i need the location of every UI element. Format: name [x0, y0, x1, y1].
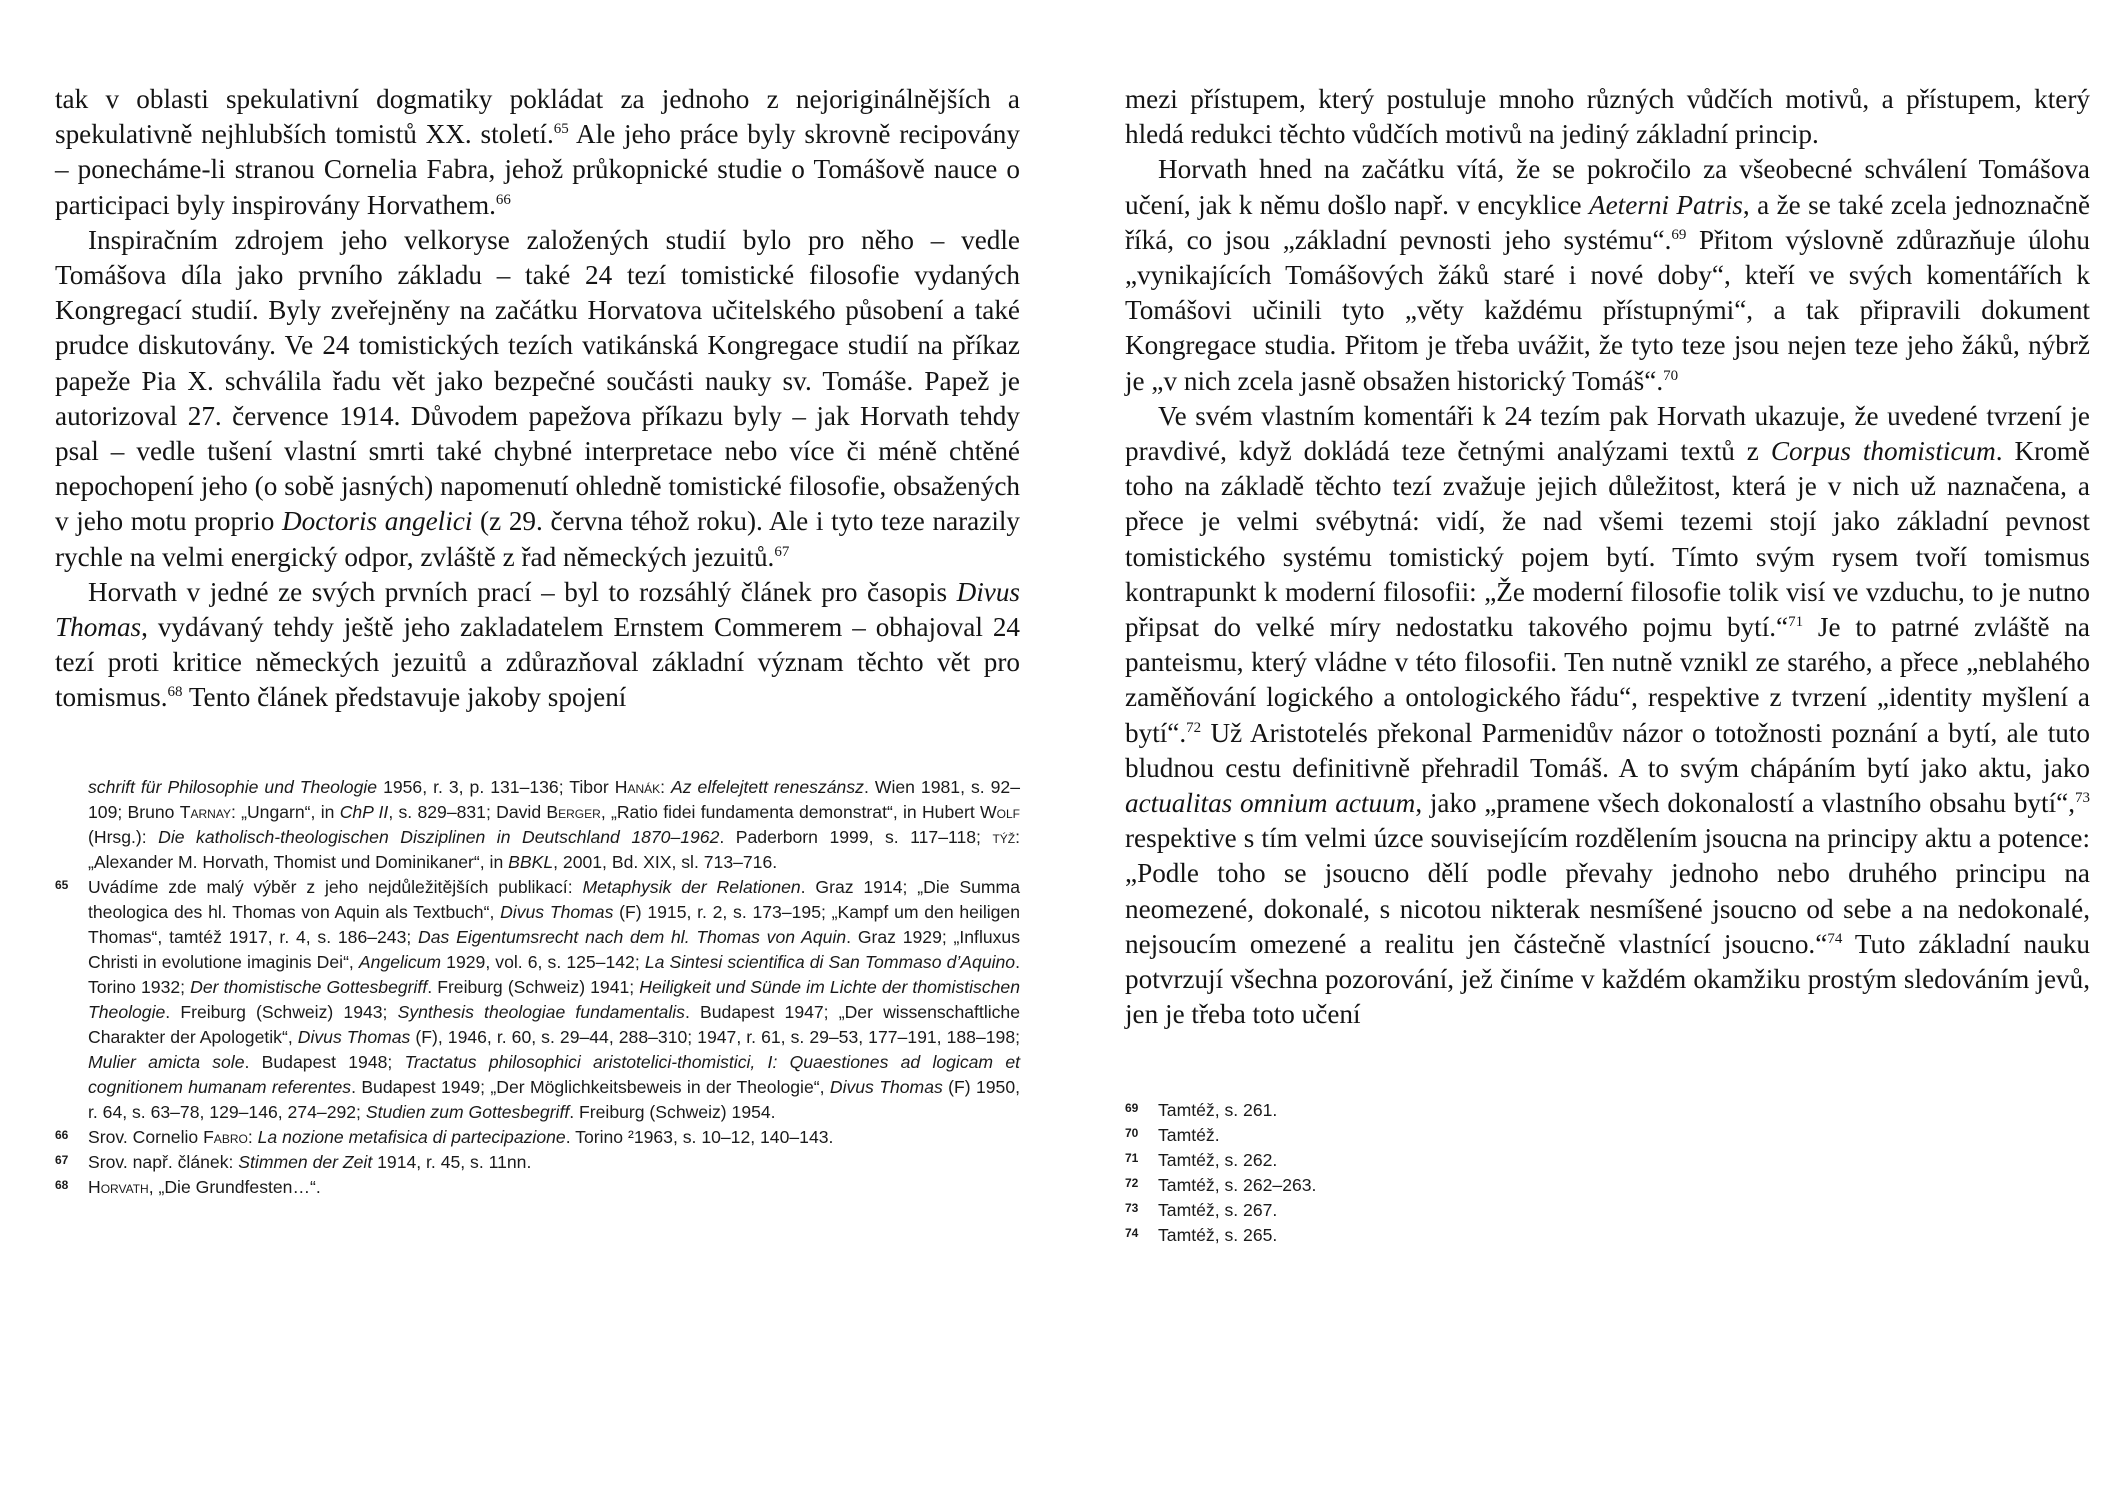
- footnote-ref: 73: [2075, 790, 2090, 807]
- footnote-text: [88, 1127, 833, 1147]
- text-run: (F) 1950, r. 64, s. 63–78, 129–146, 274–292;: [88, 1077, 1021, 1122]
- text-run: , a že se také zcela jednoznačně říká, co jsou „základní pevnosti jeho systému“.: [1125, 189, 2091, 255]
- author-name: Horvath: [88, 1177, 149, 1197]
- footnote-number: 70: [1125, 1126, 1139, 1140]
- footnote: [1125, 1148, 1625, 1173]
- text-run: :: [247, 1127, 258, 1147]
- text-run: , „Die Grundfesten…“.: [148, 1177, 321, 1197]
- text-run: . Torino ²1963, s. 10–12, 140–143.: [565, 1127, 834, 1147]
- right-page: [1061, 0, 2122, 1500]
- italic-text: Tractatus philosophici aristotelici-thomistici, I: Quaestiones ad logicam et cognitionem humanam referentes: [88, 1052, 1020, 1097]
- paragraph: [55, 575, 1020, 716]
- footnote-text: [1158, 1175, 1316, 1195]
- italic-text: schrift für Philosophie und Theologie: [88, 777, 378, 797]
- footnote-text: [1158, 1125, 1220, 1145]
- text-run: Uvádíme zde malý výběr z jeho nejdůležitějších publikací:: [88, 877, 583, 897]
- text-run: . Paderborn 1999, s. 117–118;: [719, 827, 993, 847]
- italic-text: Stimmen der Zeit: [238, 1152, 373, 1172]
- footnote: [1125, 1198, 1625, 1223]
- footnote-ref: 66: [495, 191, 511, 208]
- text-run: mezi přístupem, který postuluje mnoho různých vůdčích motivů, a přístupem, který hledá redukci těchto vůdčích motivů na jediný základní princip.: [1125, 84, 2090, 150]
- text-run: 1956, r. 3, p. 131–136; Tibor: [377, 777, 615, 797]
- text-run: Tamtéž, s. 267.: [1158, 1200, 1278, 1220]
- text-run: . Kromě toho na základě těchto tezí zvažuje jejich důležitost, která je v nich už naznačena, a přece je velmi svébytná: vidí, že nad všemi tezemi stojí jako základní pevnost tomistického systému tomistický pojem bytí. Tímto svým rysem tvoří tomismus kontrapunkt k moderní filosofii: „Že moderní filosofie tolik visí ve vzduchu, to je nutno připsat do velké míry nedostatku takového pojmu bytí.“: [1125, 436, 2090, 643]
- footnote-text: [88, 1152, 531, 1172]
- paragraph: [55, 223, 1020, 575]
- text-run: , vydávaný tehdy ještě jeho zakladatelem Ernstem Commerem – obhajoval 24 tezí proti kritice německých jezuitů a zdůrazňoval základní význam těchto vět pro tomismus.: [55, 612, 1020, 713]
- italic-text: Die katholisch-theologischen Disziplinen in Deutschland 1870–1962: [158, 827, 720, 847]
- footnote-number: 65: [55, 878, 69, 892]
- footnote-text: [88, 877, 1020, 1122]
- italic-text: ChP II: [339, 802, 389, 822]
- italic-text: Divus Thomas: [55, 576, 1020, 643]
- text-run: , jako „pramene všech dokonalostí a vlastního obsahu bytí“,: [1415, 788, 2075, 819]
- text-run: Tamtéž, s. 262–263.: [1158, 1175, 1317, 1195]
- text-run: . Graz 1929; „Influxus Christi in evolutione imaginis Dei“,: [88, 927, 1021, 972]
- author-name: Berger: [546, 802, 601, 822]
- italic-text: Az elfelejtett reneszánsz: [671, 777, 864, 797]
- text-run: (F) 1915, r. 2, s. 173–195; „Kampf um den heiligen Thomas“, tamtéž 1917, r. 4, s. 186–243;: [88, 902, 1021, 947]
- text-run: . Budapest 1949; „Der Möglichkeitsbeweis in der Theologie“,: [351, 1077, 830, 1097]
- paragraph: [1125, 399, 2090, 1033]
- footnote-text: [88, 777, 1020, 872]
- footnote-text: [88, 1177, 321, 1197]
- italic-text: Mulier amicta sole: [88, 1052, 245, 1072]
- footnote-text: [1158, 1200, 1277, 1220]
- footnote-number: 66: [55, 1128, 69, 1142]
- footnote-ref: 65: [553, 121, 569, 138]
- italic-text: Das Eigentumsrecht nach dem hl. Thomas von Aquin: [418, 927, 847, 947]
- text-run: . Freiburg (Schweiz) 1941;: [427, 977, 640, 997]
- footnote-text: [1158, 1225, 1277, 1245]
- footnote-ref: 71: [1788, 614, 1804, 631]
- text-run: Ve svém vlastním komentáři k 24 tezím pak Horvath ukazuje, že uvedené tvrzení je pravdivé, když dokládá teze četnými analýzami textů z: [1125, 400, 2090, 467]
- paragraph: [1125, 152, 2090, 398]
- text-run: Horvath hned na začátku vítá, že se pokročilo za všeobecné schválení Tomášova učení, jak k němu došlo např. v encyklice: [1125, 154, 2090, 220]
- text-run: Inspiračním zdrojem jeho velkoryse založených studií bylo pro něho – vedle Tomášova díla jako prvního základu – také 24 tezí tomistické filosofie vydaných Kongregací studií. Byly zveřejněny na začátku Horvatova učitelského působení a také prudce diskutovány. Ve 24 tomistických tezích vatikánská Kongregace studií na příkaz papeže Pia X. schválila řadu vět jako bezpečné součásti nauky sv. Tomáše. Papež je autorizoval 27. července 1914. Důvodem papežova příkazu byly – jak Horvath tehdy psal – vedle tušení vlastní smrti také chybné interpretace nebo více či méně chtěné nepochopení jeho (o sobě jasných) napomenutí ohledně tomistické filosofie, obsažených v jeho motu proprio: [55, 224, 1020, 537]
- text-run: (F), 1946, r. 60, s. 29–44, 288–310; 1947, r. 61, s. 29–53, 177–191, 188–198;: [410, 1027, 1020, 1047]
- footnote-ref: 67: [774, 543, 790, 560]
- footnote: [55, 1150, 1020, 1175]
- footnote-number: 73: [1125, 1201, 1139, 1215]
- italic-text: Synthesis theologiae fundamentalis: [397, 1002, 685, 1022]
- text-run: 1914, r. 45, s. 11nn.: [372, 1152, 532, 1172]
- paragraph: [55, 82, 1020, 223]
- italic-text: Divus Thomas: [500, 902, 614, 922]
- italic-text: BBKL: [508, 852, 554, 872]
- italic-text: Metaphysik der Relationen: [582, 877, 801, 897]
- footnote-ref: 68: [167, 684, 183, 701]
- footnote-number: 71: [1125, 1151, 1139, 1165]
- text-run: Už Aristotelés překonal Parmenidův názor o totožnosti poznání a bytí, ale tuto bludnou cestu definitivně přehradil Tomáš. A to svým chápáním bytí jako aktu, jako: [1125, 717, 2090, 783]
- text-run: : „Ungarn“, in: [230, 802, 340, 822]
- paragraph: [1125, 82, 2090, 152]
- footnote: [55, 1125, 1020, 1150]
- author-name: týž: [992, 827, 1016, 847]
- italic-text: Doctoris angelici: [281, 506, 473, 537]
- text-run: : „Alexander M. Horvath, Thomist und Dominikaner“, in: [88, 827, 1021, 872]
- footnote-number: 68: [55, 1178, 69, 1192]
- italic-text: Aeterni Patris: [1588, 189, 1743, 220]
- footnote: [1125, 1123, 1625, 1148]
- footnote: [55, 875, 1020, 1125]
- text-run: . Wien 1981, s. 92–109; Bruno: [88, 777, 1020, 822]
- footnote-ref: 69: [1671, 226, 1687, 243]
- text-run: Srov. Cornelio: [88, 1127, 204, 1147]
- text-run: . Budapest 1948;: [244, 1052, 405, 1072]
- right-body-text: [1125, 82, 2090, 1032]
- italic-text: Studien zum Gottesbegriff: [365, 1102, 570, 1122]
- text-run: respektive s tím velmi úzce souvisejícím rozdělením jsoucna na principy aktu a potence: „Podle toho se jsoucno dělí podle převahy jednoho nebo druhého principu na neomezené, dokonalé, s nicotou nikterak nesmíšené jsoucno od sebe a na nedokonalé, nejsoucím omezené a realitu jen částečně vlastnící jsoucno.“: [1125, 823, 2090, 959]
- italic-text: Corpus thomisticum: [1770, 436, 1996, 467]
- left-body-text: [55, 82, 1020, 716]
- text-run: . Freiburg (Schweiz) 1943;: [165, 1002, 398, 1022]
- text-run: Tamtéž, s. 265.: [1158, 1225, 1278, 1245]
- left-footnotes: [55, 775, 1020, 1200]
- text-run: (Hrsg.):: [88, 827, 159, 847]
- text-run: Srov. např. článek:: [88, 1152, 239, 1172]
- text-run: . Torino 1932;: [88, 952, 1020, 997]
- footnote-ref: 74: [1827, 930, 1843, 947]
- footnote-text: [1158, 1150, 1277, 1170]
- right-footnotes: [1125, 1098, 1625, 1248]
- text-run: Tamtéž, s. 261.: [1158, 1100, 1278, 1120]
- italic-text: Heiligkeit und Sünde im Lichte der thomistischen Theologie: [88, 977, 1020, 1022]
- italic-text: Der thomistische Gottesbegriff: [190, 977, 428, 997]
- author-name: Wolf: [980, 802, 1020, 822]
- text-run: Tuto základní nauku potvrzují všechna pozorování, jež činíme v každém okamžiku prostým sledováním jevů, jen je třeba toto učení: [1125, 928, 2091, 1030]
- text-run: Přitom výslovně zdůrazňuje úlohu „vynikajících Tomášových žáků staré i nové doby“, kteří ve svých komentářích k Tomášovi učinili tyto „věty každému přístupnými“, a tak připravili dokument Kongregace studia. Přitom je třeba uvážit, že tyto teze jsou nejen teze jeho žáků, nýbrž je „v nich zcela jasně obsažen historický Tomáš“.: [1125, 224, 2090, 396]
- text-run: Ale jeho práce byly skrovně recipovány – ponecháme-li stranou Cornelia Fabra, jehož průkopnické studie o Tomášově nauce o participaci byly inspirovány Horvathem.: [55, 119, 1020, 220]
- author-name: Tarnay: [179, 802, 231, 822]
- footnote: [55, 775, 1020, 875]
- footnote: [1125, 1173, 1625, 1198]
- footnote-ref: 72: [1186, 719, 1202, 736]
- author-name: Fabro: [203, 1127, 248, 1147]
- text-run: Tamtéž.: [1158, 1125, 1220, 1145]
- footnote-text: [1158, 1100, 1277, 1120]
- text-run: . Graz 1914; „Die Summa theologica des hl. Thomas von Aquin als Textbuch“,: [88, 877, 1020, 922]
- footnote-ref: 70: [1663, 367, 1679, 384]
- italic-text: actualitas omnium actuum: [1125, 788, 1416, 819]
- text-run: tak v oblasti spekulativní dogmatiky pokládat za jednoho z nejoriginálnějších a spekulativně nejhlubších tomistů XX. století.: [55, 84, 1020, 150]
- text-run: Tento článek představuje jakoby spojení: [182, 682, 627, 713]
- italic-text: Divus Thomas: [297, 1027, 411, 1047]
- italic-text: Divus Thomas: [829, 1077, 943, 1097]
- text-run: . Freiburg (Schweiz) 1954.: [569, 1102, 776, 1122]
- text-run: , 2001, Bd. XIX, sl. 713–716.: [553, 852, 778, 872]
- text-run: Je to patrné zvláště na panteismu, který vládne v této filosofii. Ten nutně vznikl ze starého, a přece „neblahého zaměňování logického a ontologického řádu“, respektive z tvrzení „identity myšlení a bytí“.: [1125, 612, 2090, 748]
- text-run: 1929, vol. 6, s. 125–142;: [441, 952, 645, 972]
- footnote-number: 69: [1125, 1101, 1139, 1115]
- footnote: [1125, 1098, 1625, 1123]
- author-name: Hanák: [614, 777, 661, 797]
- italic-text: La Sintesi scientifica di San Tommaso d’Aquino: [644, 952, 1016, 972]
- footnote-number: 72: [1125, 1176, 1139, 1190]
- footnote: [55, 1175, 1020, 1200]
- text-run: . Budapest 1947; „Der wissenschaftliche Charakter der Apologetik“,: [88, 1002, 1021, 1047]
- text-run: (z 29. června téhož roku). Ale i tyto teze narazily rychle na velmi energický odpor, zvláště z řad německých jezuitů.: [55, 506, 1021, 572]
- text-run: Tamtéž, s. 262.: [1158, 1150, 1278, 1170]
- text-run: , „Ratio fidei fundamenta demonstrat“, in Hubert: [600, 802, 981, 822]
- italic-text: La nozione metafisica di partecipazione: [257, 1127, 566, 1147]
- footnote: [1125, 1223, 1625, 1248]
- text-run: :: [660, 777, 672, 797]
- text-run: , s. 829–831; David: [388, 802, 547, 822]
- footnote-number: 74: [1125, 1226, 1139, 1240]
- text-run: Horvath v jedné ze svých prvních prací – byl to rozsáhlý článek pro časopis: [88, 576, 957, 607]
- footnote-number: 67: [55, 1153, 69, 1167]
- italic-text: Angelicum: [358, 952, 442, 972]
